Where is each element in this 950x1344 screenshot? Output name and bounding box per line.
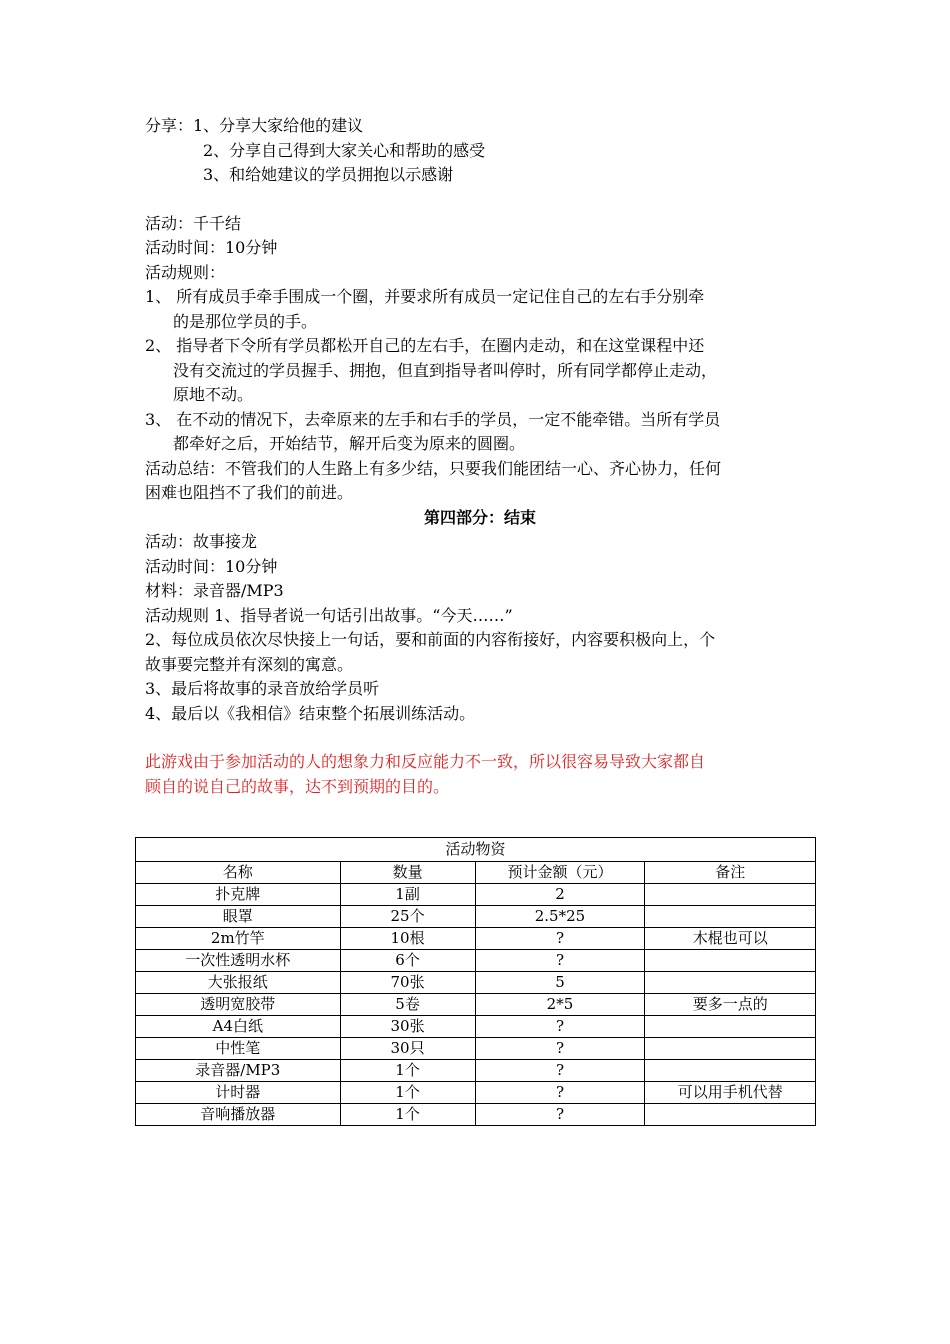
item-name: 扑克牌 xyxy=(136,884,341,906)
table-row xyxy=(136,1082,816,1104)
item-remarks xyxy=(645,906,816,928)
section4-materials: 材料：录音器/MP3 xyxy=(145,581,284,600)
activity1-rule2-c: 原地不动。 xyxy=(173,385,254,404)
item-cost: 2*5 xyxy=(475,994,645,1016)
item-cost: ? xyxy=(475,950,645,972)
section4-name: 活动：故事接龙 xyxy=(145,532,258,551)
item-quantity: 6个 xyxy=(340,950,475,972)
item-remarks: 木棍也可以 xyxy=(645,928,816,950)
table-row xyxy=(136,1016,816,1038)
section4-rule2-a: 2、每位成员依次尽快接上一句话，要和前面的内容衔接好，内容要积极向上，个 xyxy=(145,630,716,649)
section4-rule4: 4、最后以《我相信》结束整个拓展训练活动。 xyxy=(145,703,476,723)
header-name: 名称 xyxy=(136,862,341,884)
header-cost: 预计金额（元） xyxy=(475,862,645,884)
table-row xyxy=(136,884,816,906)
activity1-time: 活动时间：10分钟 xyxy=(145,238,278,257)
section4-time: 活动时间：10分钟 xyxy=(145,556,278,576)
table-title: 活动物资 xyxy=(136,838,816,862)
assets-table xyxy=(135,837,816,1126)
warning-note-a: 此游戏由于参加活动的人的想象力和反应能力不一致，所以很容易导致大家都自 xyxy=(145,752,706,771)
activity1-rule3-b: 都牵好之后，开始结节，解开后变为原来的圆圈。 xyxy=(173,434,526,453)
item-name: 一次性透明水杯 xyxy=(136,950,341,972)
section4-rule2-b: 故事要完整并有深刻的寓意。 xyxy=(145,654,354,674)
activity1-rule1-a: 1、 所有成员手牵手围成一个圈，并要求所有成员一定记住自己的左右手分别牵 xyxy=(145,287,705,306)
item-name: 计时器 xyxy=(136,1082,341,1104)
item-remarks: 可以用手机代替 xyxy=(645,1082,816,1104)
table-row xyxy=(136,1104,816,1126)
item-remarks xyxy=(645,884,816,906)
spacer xyxy=(145,726,815,750)
spacer xyxy=(145,188,815,212)
item-remarks xyxy=(645,1016,816,1038)
document-body xyxy=(145,114,815,799)
item-cost: ? xyxy=(475,1060,645,1082)
item-remarks xyxy=(645,950,816,972)
activity1-summary-b: 困难也阻挡不了我们的前进。 xyxy=(145,483,354,502)
item-quantity: 30张 xyxy=(340,1016,475,1038)
item-quantity: 10根 xyxy=(340,928,475,950)
activity1-rule2-b: 没有交流过的学员握手、拥抱，但直到指导者叫停时，所有同学都停止走动， xyxy=(173,360,718,380)
item-cost: 5 xyxy=(475,972,645,994)
item-name: 透明宽胶带 xyxy=(136,994,341,1016)
item-cost: 2 xyxy=(475,884,645,906)
table-row xyxy=(136,906,816,928)
table-row xyxy=(136,928,816,950)
item-name: 录音器/MP3 xyxy=(136,1060,341,1082)
item-remarks xyxy=(645,1104,816,1126)
header-remarks: 备注 xyxy=(645,862,816,884)
item-quantity: 1个 xyxy=(340,1060,475,1082)
activity1-rules-label: 活动规则： xyxy=(145,262,226,282)
item-cost: ? xyxy=(475,1104,645,1126)
item-quantity: 70张 xyxy=(340,972,475,994)
item-name: A4白纸 xyxy=(136,1016,341,1038)
item-cost: 2.5*25 xyxy=(475,906,645,928)
table-row xyxy=(136,994,816,1016)
item-cost: ? xyxy=(475,1016,645,1038)
share-line-2: 2、分享自己得到大家关心和帮助的感受 xyxy=(203,140,486,160)
warning-note-b: 顾自的说自己的故事，达不到预期的目的。 xyxy=(145,776,450,796)
item-name: 中性笔 xyxy=(136,1038,341,1060)
item-quantity: 30只 xyxy=(340,1038,475,1060)
item-name: 音响播放器 xyxy=(136,1104,341,1126)
activity1-summary-a: 活动总结：不管我们的人生路上有多少结，只要我们能团结一心、齐心协力，任何 xyxy=(145,458,722,478)
table-header-row xyxy=(136,862,816,884)
activity1-rule1-b: 的是那位学员的手。 xyxy=(173,311,318,331)
table-title-row xyxy=(136,838,816,862)
share-line-3: 3、和给她建议的学员拥抱以示感谢 xyxy=(203,165,454,184)
item-name: 2m竹竿 xyxy=(136,928,341,950)
activity1-rule3-a: 3、 在不动的情况下，去牵原来的左手和右手的学员，一定不能牵错。当所有学员 xyxy=(145,409,721,429)
item-quantity: 1副 xyxy=(340,884,475,906)
item-name: 大张报纸 xyxy=(136,972,341,994)
activity1-rule2-a: 2、 指导者下令所有学员都松开自己的左右手，在圈内走动，和在这堂课程中还 xyxy=(145,336,705,355)
share-line-1: 分享：1、分享大家给他的建议 xyxy=(145,116,364,135)
table-row xyxy=(136,972,816,994)
item-cost: ? xyxy=(475,1082,645,1104)
activity1-name: 活动：千千结 xyxy=(145,213,242,233)
item-remarks: 要多一点的 xyxy=(645,994,816,1016)
item-cost: ? xyxy=(475,928,645,950)
section4-rule1: 活动规则 1、指导者说一句话引出故事。“今天……” xyxy=(145,605,513,625)
item-quantity: 25个 xyxy=(340,906,475,928)
header-quantity: 数量 xyxy=(340,862,475,884)
section4-heading: 第四部分：结束 xyxy=(423,507,536,527)
item-remarks xyxy=(645,1038,816,1060)
item-quantity: 5卷 xyxy=(340,994,475,1016)
table-row xyxy=(136,1060,816,1082)
item-remarks xyxy=(645,1060,816,1082)
section4-rule3: 3、最后将故事的录音放给学员听 xyxy=(145,679,380,698)
item-quantity: 1个 xyxy=(340,1082,475,1104)
item-name: 眼罩 xyxy=(136,906,341,928)
item-quantity: 1个 xyxy=(340,1104,475,1126)
item-remarks xyxy=(645,972,816,994)
table-row xyxy=(136,1038,816,1060)
item-cost: ? xyxy=(475,1038,645,1060)
table-row xyxy=(136,950,816,972)
